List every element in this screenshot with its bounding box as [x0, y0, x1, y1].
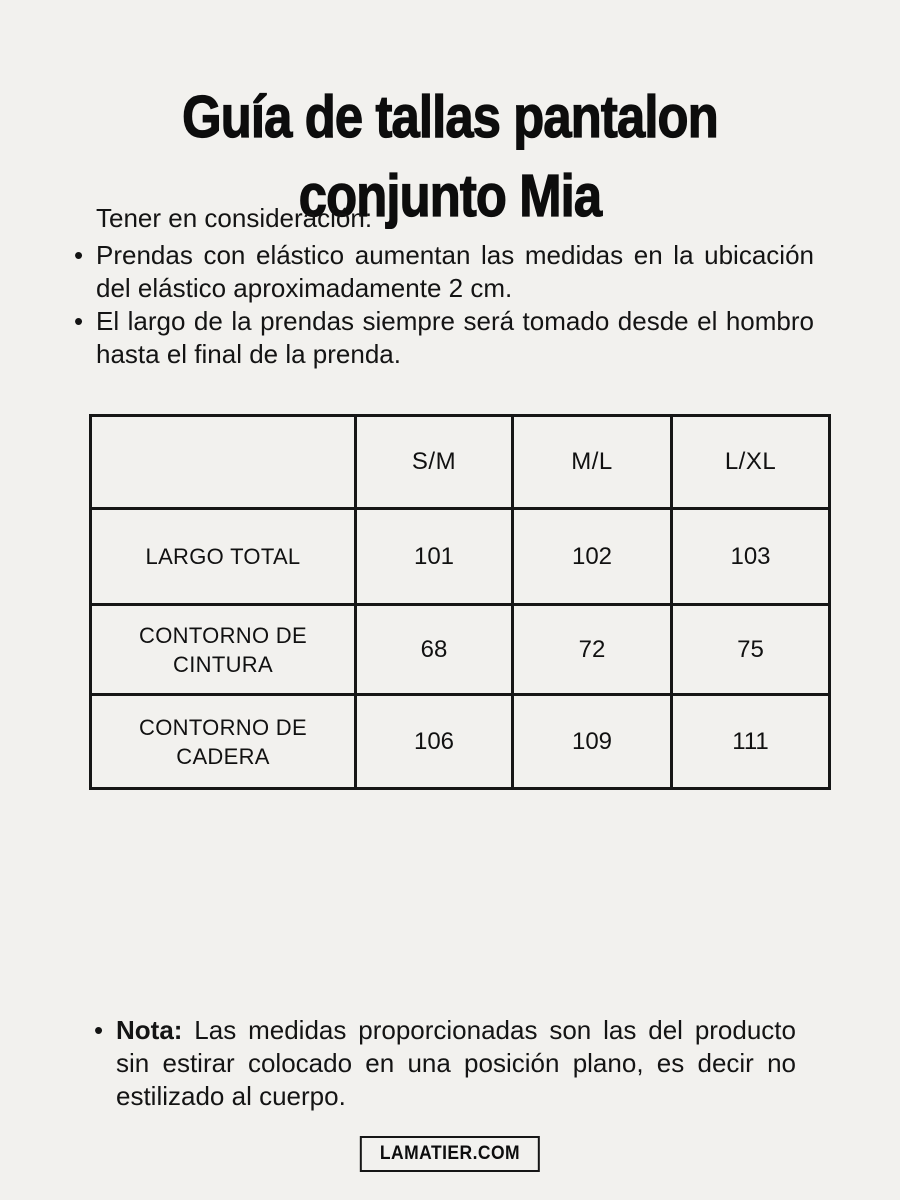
brand-badge [360, 1136, 540, 1172]
size-column-header-lxl: L/XL [672, 416, 830, 509]
considerations-list [74, 239, 814, 371]
row-label-contorno-cadera: CONTORNO DE CADERA [91, 695, 356, 789]
corner-header-cell [91, 416, 356, 509]
note-item [94, 1014, 796, 1113]
considerations-heading: Tener en consideración: [96, 203, 373, 233]
size-table-header-row [91, 416, 830, 509]
table-row-largo-total [91, 509, 830, 605]
note-section [94, 1014, 796, 1113]
row-label-contorno-cintura: CONTORNO DE CINTURA [91, 605, 356, 695]
table-row-contorno-cadera [91, 695, 830, 789]
measurement-cell: 106 [356, 695, 513, 789]
table-row-contorno-cintura [91, 605, 830, 695]
consideration-item-length: • El largo de la prendas siempre será tomado desde el hombro hasta el final de la prenda. [74, 305, 814, 371]
size-column-header-ml: M/L [513, 416, 672, 509]
page-title-line2: conjunto Mia [298, 162, 602, 229]
note-text: Las medidas proporcionadas son las del producto sin estirar colocado en una posición plano, es decir no estilizado al cuerpo. [116, 1015, 796, 1111]
consideration-item-elastic: • Prendas con elástico aumentan las medidas en la ubicación del elástico aproximadamente 2 cm. [74, 239, 814, 305]
measurement-cell: 72 [513, 605, 672, 695]
measurement-cell: 101 [356, 509, 513, 605]
measurement-cell: 68 [356, 605, 513, 695]
page-title-line1: Guía de tallas pantalon [182, 83, 718, 150]
measurement-cell: 102 [513, 509, 672, 605]
measurement-cell: 109 [513, 695, 672, 789]
measurement-cell: 111 [672, 695, 830, 789]
note-label: Nota: [116, 1015, 183, 1045]
size-table [89, 414, 831, 790]
brand-label: LAMATIER.COM [379, 1143, 521, 1164]
size-column-header-sm: S/M [356, 416, 513, 509]
considerations-section [74, 202, 814, 371]
row-label-largo-total: LARGO TOTAL [91, 509, 356, 605]
measurement-cell: 103 [672, 509, 830, 605]
measurement-cell: 75 [672, 605, 830, 695]
